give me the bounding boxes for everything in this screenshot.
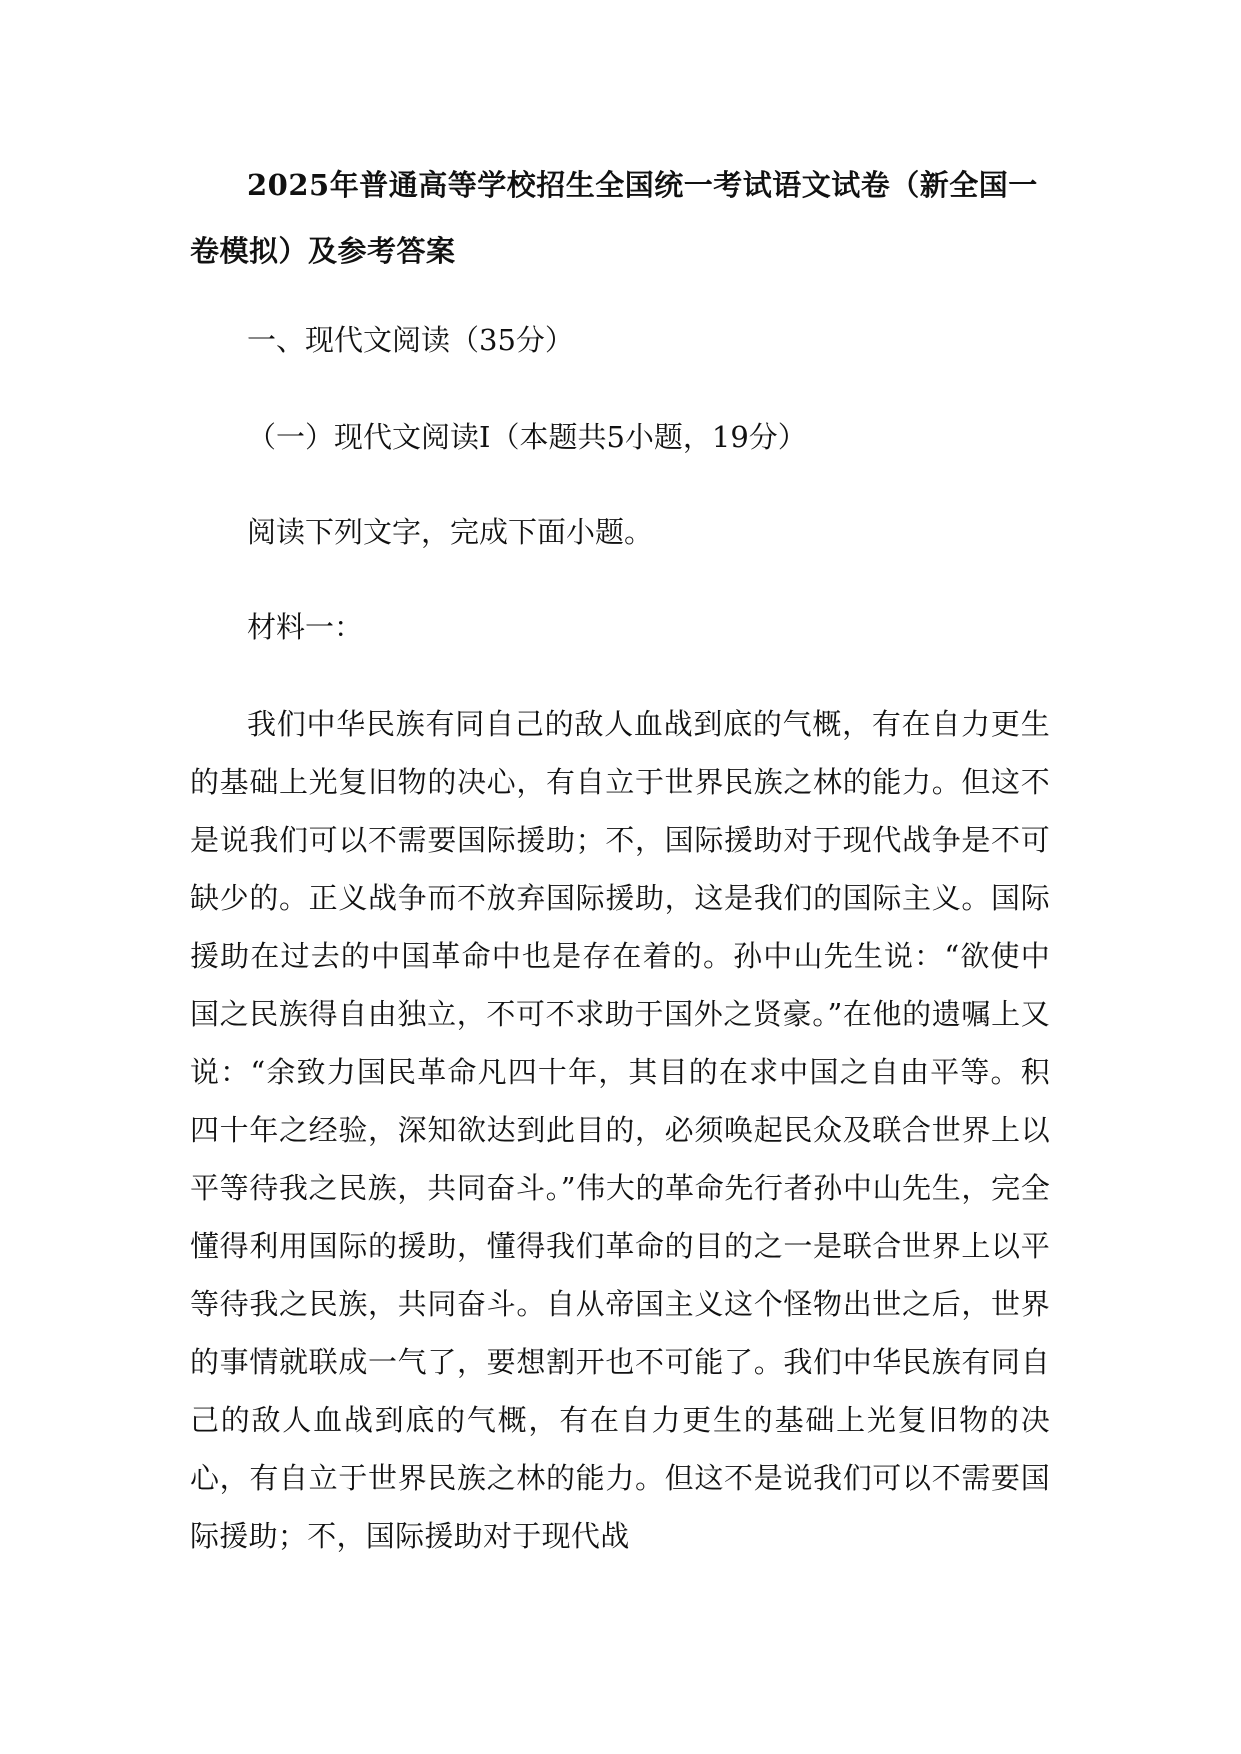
sub-section-heading: （一）现代文阅读I（本题共5小题，19分） — [247, 420, 807, 454]
reading-instruction: 阅读下列文字，完成下面小题。 — [247, 515, 654, 549]
section-heading: 一、现代文阅读（35分） — [247, 323, 574, 357]
document-title: 2025年普通高等学校招生全国统一考试语文试卷（新全国一卷模拟）及参考答案 — [190, 168, 1038, 268]
passage-text: 我们中华民族有同自己的敌人血战到底的气概，有在自力更生的基础上光复旧物的决心，有自立于世界民族之林的能力。但这不是说我们可以不需要国际援助；不，国际援助对于现代战争是不可缺少的。正义战争而不放弃国际援助，这是我们的国际主义。国际援助在过去的中国革命中也是存在着的。孙中山先生说：“欲使中国之民族得自由独立，不可不求助于国外之贤豪。”在他的遗嘱上又说：“余致力国民革命凡四十年，其目的在求中国之自由平等。积四十年之经验，深知欲达到此目的，必须唤起民众及联合世界上以平等待我之民族，共同奋斗。”伟大的革命先行者孙中山先生，完全懂得利用国际的援助，懂得我们革命的目的之一是联合世界上以平等待我之民族，共同奋斗。自从帝国主义这个怪物出世之后，世界的事情就联成一气了，要想割开也不可能了。我们中华民族有同自己的敌人血战到底的气概，有在自力更生的基础上光复旧物的决心，有自立于世界民族之林的能力。但这不是说我们可以不需要国际援助；不，国际援助对于现代战 — [190, 707, 1050, 1553]
material-label: 材料一： — [247, 610, 364, 644]
